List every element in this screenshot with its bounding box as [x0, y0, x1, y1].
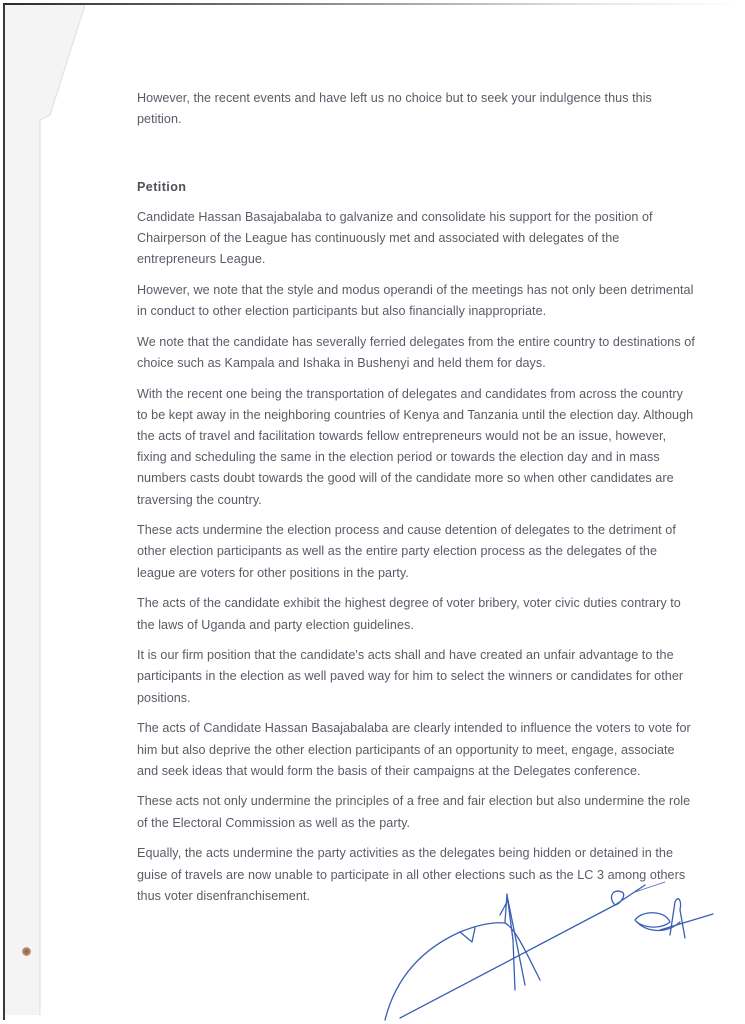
petition-document — [137, 88, 697, 917]
paragraph-9: These acts not only undermine the principles of a free and fair election but also undermine the role of the Electoral Commission as well as the party. — [137, 794, 691, 830]
page-fold-shadow — [5, 5, 85, 1015]
handwritten-signature — [380, 880, 720, 1024]
signature-arrow-loop — [611, 885, 645, 905]
signature-long-line — [400, 905, 615, 1018]
paragraph-8: The acts of Candidate Hassan Basajabalaba are clearly intended to influence the voters to vote for him but also deprive the other election participants of an opportunity to meet, engage, associate and seek ideas that would form the basis of their campaigns at the Delegates conference. — [137, 721, 691, 778]
intro-paragraph: However, the recent events and have left us no choice but to seek your indulgence thus this petition. — [137, 91, 652, 127]
paragraph-10: Equally, the acts undermine the party activities as the delegates being hidden or detained in the guise of travels are now unable to participate in all other elections such as the LC 3 among others thus voter disenfranchisement. — [137, 846, 686, 903]
paragraph-6: The acts of the candidate exhibit the highest degree of voter bribery, voter civic duties contrary to the laws of Uganda and party election guidelines. — [137, 596, 681, 632]
paragraph-5: These acts undermine the election process and cause detention of delegates to the detriment of other election participants as well as the entire party election process as the delegates of the league are voters for other positions in the party. — [137, 523, 676, 580]
paragraph-1: Candidate Hassan Basajabalaba to galvanize and consolidate his support for the position of Chairperson of the League has continuously met and associated with delegates of the entrepreneurs League. — [137, 209, 653, 267]
scan-edge-top — [3, 3, 743, 5]
paragraph-4: With the recent one being the transportation of delegates and candidates from across the country to be kept away in the neighboring countries of Kenya and Tanzania until the election day. Although the acts of travel and facilitation towards fellow entrepreneurs would not be an issue, however, fixing and scheduling the same in the election period or towards the election day and in mass numbers casts doubt towards the good will of the candidate more so when other candidates are traversing the country. — [137, 386, 694, 507]
paragraph-3: We note that the candidate has severally ferried delegates from the entire country to destinations of choice such as Kampala and Ishaka in Bushenyi and held them for days. — [137, 334, 695, 370]
signature-tail-line — [635, 882, 665, 892]
paragraph-2: However, we note that the style and modus operandi of the meetings has not only been detrimental in conduct to other election participants but also financially inappropriate. — [137, 282, 694, 318]
signature-loop-stroke — [385, 923, 505, 1020]
signature-hook-stroke — [460, 928, 475, 942]
scan-edge-left — [3, 4, 5, 1020]
signature-initials-stroke — [670, 899, 685, 938]
scan-speck — [22, 947, 31, 956]
section-heading: Petition — [137, 180, 187, 195]
signature-initials-line — [660, 914, 713, 930]
paragraph-7: It is our firm position that the candidate's acts shall and have created an unfair advantage to the participants in the election as well paved way for him to select the winners or candidates for other positions. — [137, 648, 684, 705]
